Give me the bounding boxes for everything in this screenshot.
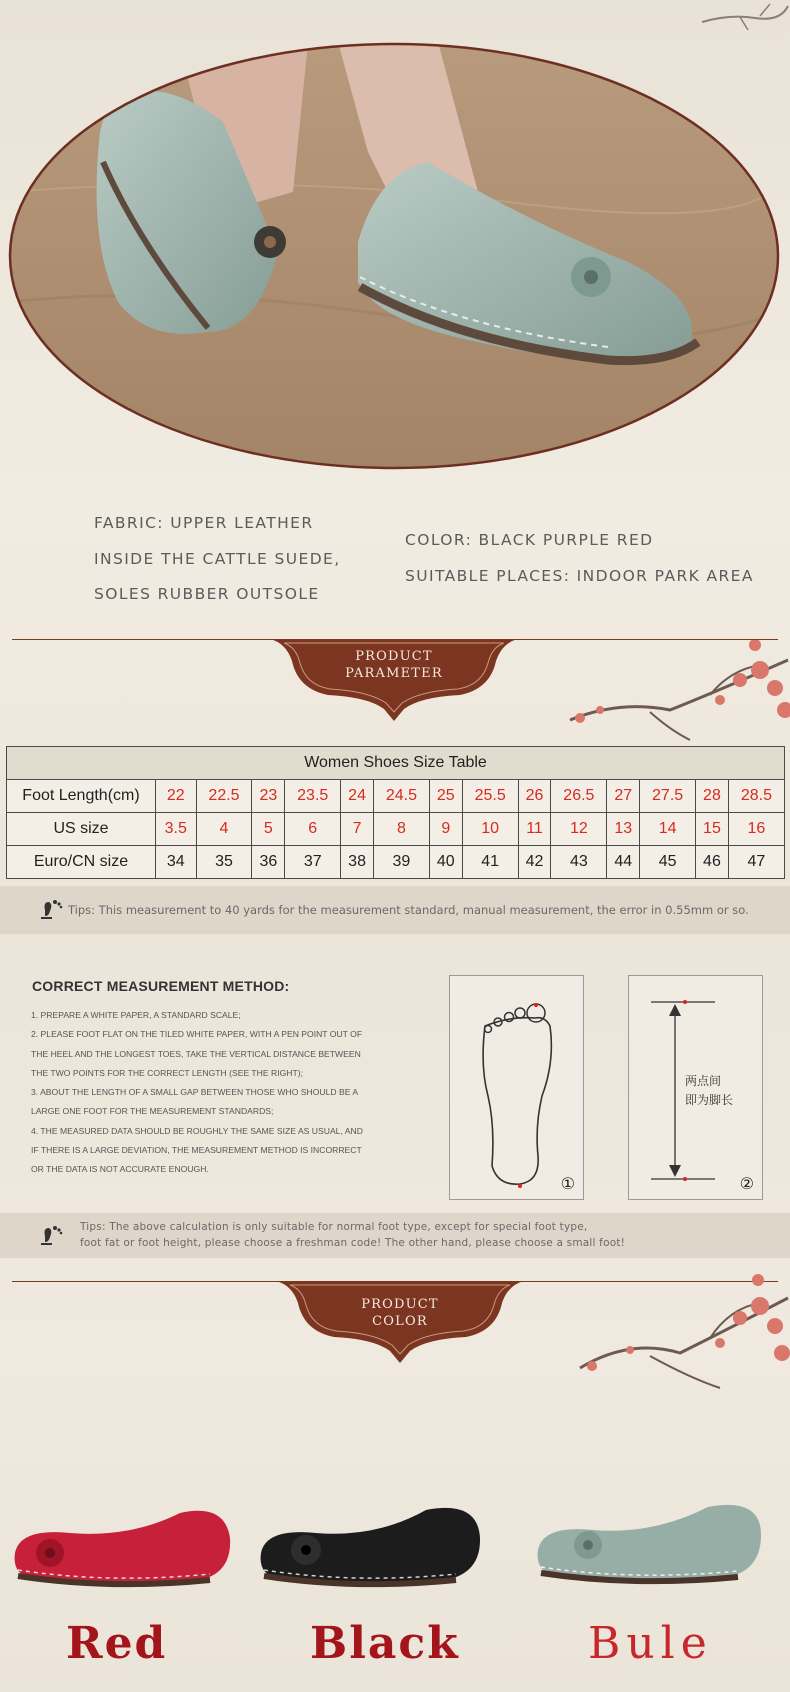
method-line: THE TWO POINTS FOR THE CORRECT LENGTH (SEE THE RIGHT);: [31, 1067, 303, 1078]
table-cell: 26: [518, 780, 551, 813]
table-cell: 45: [640, 846, 696, 879]
spec-left: [94, 506, 341, 613]
figure-2-caption-2: 即为脚长: [685, 1093, 734, 1107]
table-cell: 24: [341, 780, 374, 813]
table-cell: 16: [728, 813, 784, 846]
method-title: CORRECT MEASUREMENT METHOD:: [32, 978, 290, 994]
spec-inside: INSIDE THE CATTLE SUEDE,: [94, 549, 341, 568]
color-label-bule: Bule: [588, 1618, 713, 1669]
banner-product-parameter: [270, 639, 518, 721]
color-label-red: Red: [66, 1618, 168, 1669]
table-cell: 13: [607, 813, 640, 846]
table-cell: 38: [341, 846, 374, 879]
table-cell: 10: [462, 813, 518, 846]
size-table: [6, 746, 785, 879]
table-cell: 22: [156, 780, 197, 813]
table-cell: 35: [196, 846, 252, 879]
spec-fabric: FABRIC: UPPER LEATHER: [94, 514, 314, 532]
table-cell: 26.5: [551, 780, 607, 813]
table-cell: 41: [462, 846, 518, 879]
row-label-foot-length: Foot Length(cm): [7, 780, 156, 813]
table-cell: 24.5: [373, 780, 429, 813]
figure-length-measure: [628, 975, 763, 1200]
table-cell: 27: [607, 780, 640, 813]
shoe-red-image: [10, 1498, 235, 1598]
table-cell: 46: [696, 846, 729, 879]
table-cell: 5: [252, 813, 285, 846]
table-row: [7, 813, 785, 846]
banner-color-line2: COLOR: [372, 1314, 428, 1329]
foot-outline-icon: [450, 976, 583, 1199]
table-cell: 11: [518, 813, 551, 846]
tip-text-measurement: Tips: This measurement to 40 yards for the measurement standard, manual measurement, the error in 0.55mm or so.: [68, 903, 749, 917]
method-instructions: [31, 1006, 371, 1180]
table-cell: 37: [285, 846, 341, 879]
figure-1-number: ①: [560, 1174, 575, 1193]
table-cell: 40: [429, 846, 462, 879]
table-cell: 43: [551, 846, 607, 879]
table-cell: 3.5: [156, 813, 197, 846]
banner-parameter-line1: PRODUCT: [355, 649, 433, 664]
method-line: LARGE ONE FOOT FOR THE MEASUREMENT STANDARDS;: [31, 1106, 274, 1117]
method-line: 2. PLEASE FOOT FLAT ON THE TILED WHITE PAPER, WITH A PEN POINT OUT OF: [31, 1029, 363, 1040]
color-label-black: Black: [310, 1618, 460, 1669]
row-label-us-size: US size: [7, 813, 156, 846]
table-cell: 23.5: [285, 780, 341, 813]
banner-color-line1: PRODUCT: [361, 1297, 439, 1312]
table-cell: 15: [696, 813, 729, 846]
footprint-tip-icon: [40, 1224, 64, 1246]
table-cell: 36: [252, 846, 285, 879]
footprint-tip-icon: [40, 898, 64, 920]
row-label-euro-cn-size: Euro/CN size: [7, 846, 156, 879]
table-cell: 14: [640, 813, 696, 846]
method-line: THE HEEL AND THE LONGEST TOES, TAKE THE VERTICAL DISTANCE BETWEEN: [31, 1048, 361, 1059]
table-cell: 7: [341, 813, 374, 846]
table-cell: 39: [373, 846, 429, 879]
tip-text-foot-type-2: foot fat or foot height, please choose a freshman code! The other hand, please choose a small foot!: [80, 1237, 626, 1249]
method-line: 3. ABOUT THE LENGTH OF A SMALL GAP BETWEEN THOSE WHO SHOULD BE A: [31, 1087, 359, 1098]
table-cell: 44: [607, 846, 640, 879]
branch-decoration-top: [700, 0, 790, 36]
plum-blossom-decoration: [560, 640, 790, 750]
method-line: 4. THE MEASURED DATA SHOULD BE ROUGHLY THE SAME SIZE AS USUAL, AND: [31, 1125, 363, 1136]
table-cell: 25.5: [462, 780, 518, 813]
table-cell: 34: [156, 846, 197, 879]
tip-bar-measurement: [0, 886, 790, 934]
table-cell: 8: [373, 813, 429, 846]
method-line: OR THE DATA IS NOT ACCURATE ENOUGH.: [31, 1164, 209, 1175]
tip-text-foot-type-1: Tips: The above calculation is only suitable for normal foot type, except for special foot type,: [80, 1221, 588, 1233]
spec-color: COLOR: BLACK PURPLE RED: [405, 531, 654, 549]
table-row: [7, 846, 785, 879]
table-row: [7, 780, 785, 813]
figure-2-number: ②: [739, 1174, 754, 1193]
banner-product-color: [276, 1281, 524, 1363]
table-cell: 12: [551, 813, 607, 846]
table-cell: 25: [429, 780, 462, 813]
table-cell: 28.5: [728, 780, 784, 813]
table-cell: 9: [429, 813, 462, 846]
figure-foot-outline: [449, 975, 584, 1200]
table-cell: 42: [518, 846, 551, 879]
hero-product-image: [8, 42, 780, 470]
table-cell: 47: [728, 846, 784, 879]
method-line: 1. PREPARE A WHITE PAPER, A STANDARD SCALE;: [31, 1010, 241, 1020]
figure-2-caption-1: 两点间: [685, 1074, 722, 1088]
table-cell: 28: [696, 780, 729, 813]
spec-soles: SOLES RUBBER OUTSOLE: [94, 585, 320, 603]
shoe-teal-image: [533, 1495, 765, 1595]
size-table-title: Women Shoes Size Table: [7, 747, 785, 780]
method-line: IF THERE IS A LARGE DEVIATION, THE MEASUREMENT METHOD IS INCORRECT: [31, 1145, 362, 1156]
spec-right: [405, 523, 754, 594]
table-cell: 22.5: [196, 780, 252, 813]
spec-places: SUITABLE PLACES: INDOOR PARK AREA: [405, 566, 754, 585]
table-cell: 23: [252, 780, 285, 813]
table-cell: 27.5: [640, 780, 696, 813]
table-cell: 4: [196, 813, 252, 846]
banner-parameter-line2: PARAMETER: [345, 666, 443, 681]
plum-blossom-decoration: [570, 1268, 790, 1398]
tip-bar-foot-type: [0, 1213, 790, 1258]
table-cell: 6: [285, 813, 341, 846]
shoe-black-image: [256, 1498, 484, 1598]
